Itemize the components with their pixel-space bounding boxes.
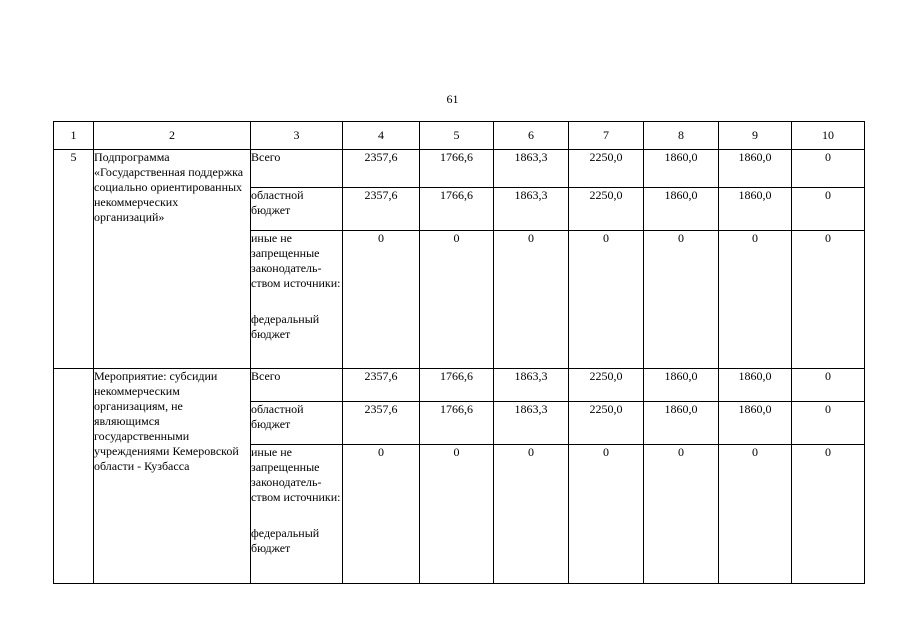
- section-number: [54, 369, 94, 584]
- value-cell: 1766,6: [420, 402, 494, 445]
- value-cell: 1860,0: [644, 369, 719, 402]
- value-cell: 0: [569, 445, 644, 584]
- other-sources-label: иные не запрещенные законодатель-ством источники:: [251, 445, 341, 504]
- value-cell: 0: [569, 231, 644, 369]
- value-cell: 0: [494, 231, 569, 369]
- value-cell: 1766,6: [420, 150, 494, 188]
- value-cell: 0: [719, 231, 792, 369]
- value-cell: 2357,6: [343, 369, 420, 402]
- value-cell: 1863,3: [494, 369, 569, 402]
- value-cell: 1863,3: [494, 188, 569, 231]
- value-cell: 0: [343, 445, 420, 584]
- value-cell: 2250,0: [569, 150, 644, 188]
- value-cell: 1766,6: [420, 188, 494, 231]
- section-number: 5: [54, 150, 94, 369]
- value-cell: 1860,0: [644, 150, 719, 188]
- funding-source: Всего: [251, 369, 343, 402]
- value-cell: 0: [792, 445, 865, 584]
- value-cell: 0: [420, 231, 494, 369]
- value-cell: 0: [792, 188, 865, 231]
- value-cell: 0: [343, 231, 420, 369]
- value-cell: 1860,0: [719, 188, 792, 231]
- page-number: 61: [446, 92, 459, 106]
- section-name: Подпрограмма «Государственная поддержка социально ориентированных некоммерческих организаций»: [94, 150, 251, 369]
- funding-source: областной бюджет: [251, 188, 343, 231]
- funding-source: Всего: [251, 150, 343, 188]
- funding-source-other: [251, 231, 343, 369]
- funding-source-other: [251, 445, 343, 584]
- value-cell: 1863,3: [494, 402, 569, 445]
- column-header: 6: [494, 122, 569, 150]
- value-cell: 2250,0: [569, 369, 644, 402]
- value-cell: 2357,6: [343, 188, 420, 231]
- column-header: 10: [792, 122, 865, 150]
- value-cell: 1860,0: [644, 188, 719, 231]
- value-cell: 1863,3: [494, 150, 569, 188]
- column-header: 4: [343, 122, 420, 150]
- value-cell: 2250,0: [569, 402, 644, 445]
- column-header: 1: [54, 122, 94, 150]
- value-cell: 1860,0: [719, 402, 792, 445]
- value-cell: 0: [644, 445, 719, 584]
- value-cell: 0: [719, 445, 792, 584]
- column-header: 5: [420, 122, 494, 150]
- column-header: 2: [94, 122, 251, 150]
- value-cell: 1860,0: [719, 369, 792, 402]
- table-header-row: [54, 122, 865, 150]
- value-cell: 2357,6: [343, 150, 420, 188]
- section-name: Мероприятие: субсидии некоммерческим организациям, не являющимся государственными учреждениями Кемеровской области - Кузбасса: [94, 369, 251, 584]
- column-header: 7: [569, 122, 644, 150]
- value-cell: 0: [494, 445, 569, 584]
- column-header: 8: [644, 122, 719, 150]
- value-cell: 2357,6: [343, 402, 420, 445]
- value-cell: 0: [792, 150, 865, 188]
- value-cell: 0: [420, 445, 494, 584]
- value-cell: 0: [792, 402, 865, 445]
- other-sources-label: иные не запрещенные законодатель-ством источники:: [251, 231, 341, 290]
- budget-table: [53, 121, 865, 584]
- funding-source: областной бюджет: [251, 402, 343, 445]
- value-cell: 2250,0: [569, 188, 644, 231]
- value-cell: 0: [792, 231, 865, 369]
- value-cell: 1860,0: [719, 150, 792, 188]
- table-row: [54, 369, 865, 402]
- table-row: [54, 150, 865, 188]
- value-cell: 0: [644, 231, 719, 369]
- column-header: 3: [251, 122, 343, 150]
- federal-budget-label: федеральный бюджет: [251, 312, 320, 341]
- federal-budget-label: федеральный бюджет: [251, 526, 320, 555]
- value-cell: 1860,0: [644, 402, 719, 445]
- value-cell: 1766,6: [420, 369, 494, 402]
- column-header: 9: [719, 122, 792, 150]
- value-cell: 0: [792, 369, 865, 402]
